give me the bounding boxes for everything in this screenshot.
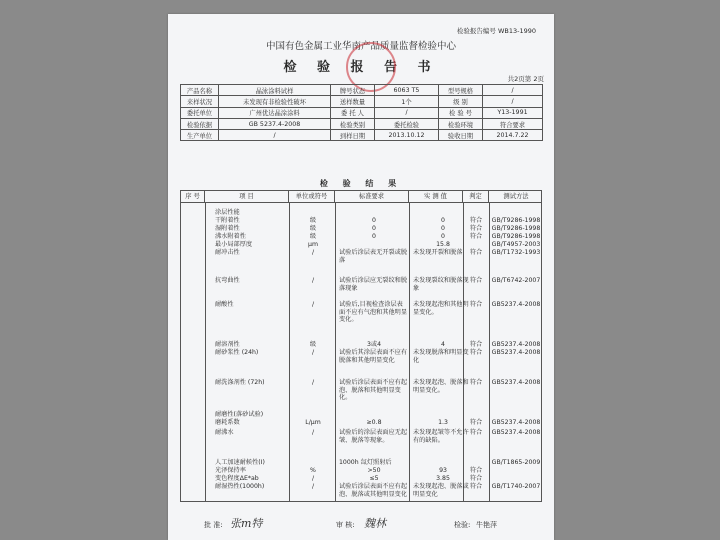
item-cell: 人工加速耐候性(Ⅰ) — [215, 459, 265, 466]
measured-cell: 0 — [441, 233, 445, 240]
column-header: 判定 — [463, 191, 489, 202]
method-cell: GB/T1732-1993 — [491, 249, 541, 256]
judgement-cell: 符合 — [469, 277, 483, 284]
method-cell: GB/T9286-1998 — [491, 217, 541, 224]
item-cell: 干附着性 — [215, 217, 240, 224]
info-label: 牌号状态 — [331, 85, 375, 96]
measured-cell: 15.8 — [436, 241, 450, 248]
requirement-cell: ≤5 — [369, 475, 379, 482]
measured-cell: 4 — [441, 341, 445, 348]
measured-cell: 未发现开裂和脱落 — [413, 249, 463, 256]
measured-cell: 0 — [441, 217, 445, 224]
review-signature: 魏林 — [364, 517, 386, 530]
organization-name: 中国有色金属工业华南产品质量监督检验中心 — [265, 41, 456, 52]
method-cell: GB5237.4-2008 — [491, 349, 541, 356]
measured-cell: 未发现起泡、脱落或明显变化 — [413, 483, 469, 498]
column-divider — [335, 202, 336, 501]
judgement-cell: 符合 — [469, 475, 483, 482]
info-value: 2014.7.22 — [483, 130, 543, 141]
info-value: / — [219, 130, 331, 141]
info-row — [181, 107, 543, 118]
measured-cell: 0 — [441, 225, 445, 232]
judgement-cell: 符合 — [469, 341, 483, 348]
item-cell: 光泽保持率 — [215, 467, 246, 474]
requirement-cell: >50 — [367, 467, 381, 474]
info-label: 生产单位 — [181, 130, 219, 141]
info-value: / — [483, 85, 543, 96]
judgement-cell: 符合 — [469, 225, 483, 232]
info-label: 产品名称 — [181, 85, 219, 96]
info-value: 晶泳涂料试样 — [219, 85, 331, 96]
info-value: 未发现有非检验性破坏 — [219, 96, 331, 107]
method-cell: GB5237.4-2008 — [491, 419, 541, 426]
info-label: 委托单位 — [181, 107, 219, 118]
column-header: 实 测 值 — [409, 191, 463, 202]
approve-signature: 张m特 — [230, 517, 263, 530]
judgement-cell: 符合 — [469, 467, 483, 474]
column-divider — [409, 202, 410, 501]
column-divider — [289, 202, 290, 501]
item-cell: 涂层性能 — [215, 209, 240, 216]
info-value: / — [483, 96, 543, 107]
unit-cell: / — [311, 483, 315, 490]
header-divider — [181, 202, 541, 203]
method-cell: GB/T4957-2003 — [491, 241, 541, 248]
measured-cell: 未发现起皱等不允许有的缺陷。 — [413, 429, 469, 444]
info-label: 级 别 — [439, 96, 483, 107]
unit-cell: 级 — [309, 341, 317, 348]
requirement-cell: 试验后涂层应无裂纹和脱落现象 — [339, 277, 408, 292]
measured-cell: 未发现脱落和明显变化 — [413, 349, 469, 364]
review-label: 审 核: — [336, 521, 355, 529]
info-row — [181, 96, 543, 107]
measured-cell: 未发现起泡和其他明显变化。 — [413, 301, 469, 316]
info-row — [181, 85, 543, 96]
unit-cell: / — [311, 379, 315, 386]
info-label: 委 托 人 — [331, 107, 375, 118]
info-label: 验收日期 — [439, 130, 483, 141]
unit-cell: / — [311, 301, 315, 308]
item-cell: 耐湿热性(1000h) — [215, 483, 265, 490]
item-cell: 耐溶剂性 — [215, 341, 240, 348]
judgement-cell: 符合 — [469, 217, 483, 224]
inspector-label: 检验: — [454, 521, 471, 529]
measured-cell: 93 — [439, 467, 447, 474]
info-label: 到样日期 — [331, 130, 375, 141]
judgement-cell: 符合 — [469, 429, 483, 436]
results-table — [180, 190, 542, 502]
approve-label: 批 准: — [204, 521, 223, 529]
judgement-cell: 符合 — [469, 301, 483, 308]
info-label: 来样状况 — [181, 96, 219, 107]
judgement-cell: 符合 — [469, 249, 483, 256]
unit-cell: / — [311, 475, 315, 482]
results-title: 检 验 结 果 — [319, 179, 403, 188]
info-label: 检验环境 — [439, 118, 483, 129]
method-cell: GB/T1740-2007 — [491, 483, 541, 490]
info-row — [181, 130, 543, 141]
info-label: 送样数量 — [331, 96, 375, 107]
requirement-cell: 0 — [372, 225, 376, 232]
unit-cell: 级 — [309, 225, 317, 232]
item-cell: 磨耗系数 — [215, 419, 240, 426]
item-cell: 耐洗涤剂性 (72h) — [215, 379, 265, 386]
requirement-cell: 试验后,目视检查涂层表面不应有气泡和其他明显变化。 — [339, 301, 408, 324]
item-cell: 湿附着性 — [215, 225, 240, 232]
item-cell: 沸水附着性 — [215, 233, 246, 240]
column-divider — [205, 202, 206, 501]
unit-cell: % — [310, 467, 316, 474]
unit-cell: / — [311, 249, 315, 256]
page-number: 共2页第 2页 — [507, 75, 544, 83]
requirement-cell: 0 — [372, 217, 376, 224]
info-value: 委托检验 — [375, 118, 439, 129]
requirement-cell: 试验后涂层表面不应有起泡、脱落和其他明显变化。 — [339, 379, 408, 402]
column-header: 单位或符号 — [289, 191, 335, 202]
inspector-name: 牛艳萍 — [476, 521, 497, 529]
item-cell: 变色程度ΔE*ab — [215, 475, 259, 482]
unit-cell: 级 — [309, 233, 317, 240]
measured-cell: 1.3 — [438, 419, 448, 426]
method-cell: GB/T9286-1998 — [491, 225, 541, 232]
info-label: 检 验 号 — [439, 107, 483, 118]
requirement-cell: 1000h 氙灯照射后 — [339, 459, 392, 466]
requirement-cell: 试验后涂层表面不应有起泡、脱落或其他明显变化 — [339, 483, 408, 498]
requirement-cell: ≥0.8 — [366, 419, 382, 426]
column-header: 序 号 — [181, 191, 205, 202]
judgement-cell: 符合 — [469, 233, 483, 240]
requirement-cell: 试验后其涂层表面不应有脱落和其他明显变化 — [339, 349, 408, 364]
info-value: Y13-1991 — [483, 107, 543, 118]
unit-cell: / — [311, 349, 315, 356]
method-cell: GB/T6742-2007 — [491, 277, 541, 284]
item-cell: 耐冲击性 — [215, 249, 240, 256]
info-value: 符合要求 — [483, 118, 543, 129]
item-cell: 耐磨性(落砂试验) — [215, 411, 264, 418]
item-cell: 耐砂浆性 (24h) — [215, 349, 259, 356]
info-value: 1个 — [375, 96, 439, 107]
report-page — [168, 14, 554, 540]
judgement-cell: 符合 — [469, 379, 483, 386]
method-cell: GB5237.4-2008 — [491, 429, 541, 436]
info-row — [181, 118, 543, 129]
requirement-cell: 试验后的涂层表面应无起皱、脱落等现象。 — [339, 429, 408, 444]
info-label: 检验类别 — [331, 118, 375, 129]
method-cell: GB5237.4-2008 — [491, 301, 541, 308]
form-number: 检验报告编号 WB13-1990 — [456, 27, 536, 35]
unit-cell: 级 — [309, 217, 317, 224]
info-label: 检验依据 — [181, 118, 219, 129]
requirement-cell: 0 — [372, 233, 376, 240]
judgement-cell: 符合 — [469, 483, 483, 490]
item-cell: 耐沸水 — [215, 429, 234, 436]
info-value: GB 5237.4-2008 — [219, 118, 331, 129]
measured-cell: 3.85 — [436, 475, 450, 482]
method-cell: GB5237.4-2008 — [491, 341, 541, 348]
unit-cell: / — [311, 277, 315, 284]
info-label: 型号规格 — [439, 85, 483, 96]
item-cell: 抗弯曲性 — [215, 277, 240, 284]
info-value: 广州优达晶涂涂料 — [219, 107, 331, 118]
method-cell: GB5237.4-2008 — [491, 379, 541, 386]
requirement-cell: 试验后涂层表无开裂或脱落 — [339, 249, 408, 264]
requirement-cell: 3或4 — [366, 341, 382, 348]
info-table — [180, 84, 543, 141]
judgement-cell: 符合 — [469, 419, 483, 426]
measured-cell: 未发现起泡、脱落和明显变化。 — [413, 379, 469, 394]
judgement-cell: 符合 — [469, 349, 483, 356]
method-cell: GB/T1865-2009 — [491, 459, 541, 466]
unit-cell: L/μm — [305, 419, 321, 426]
measured-cell: 未发现裂纹和脱落现象 — [413, 277, 469, 292]
column-header: 标准要求 — [335, 191, 409, 202]
method-cell: GB/T9286-1998 — [491, 233, 541, 240]
item-cell: 耐酸性 — [215, 301, 234, 308]
column-header: 项 目 — [205, 191, 289, 202]
unit-cell: μm — [308, 241, 318, 248]
column-header: 测试方法 — [503, 193, 529, 200]
info-value: / — [375, 107, 439, 118]
unit-cell: / — [311, 429, 315, 436]
info-value: 2013.10.12 — [375, 130, 439, 141]
item-cell: 最小局部厚度 — [215, 241, 253, 248]
document-title: 检 验 报 告 书 — [283, 60, 439, 75]
info-value: 6063 T5 — [375, 85, 439, 96]
